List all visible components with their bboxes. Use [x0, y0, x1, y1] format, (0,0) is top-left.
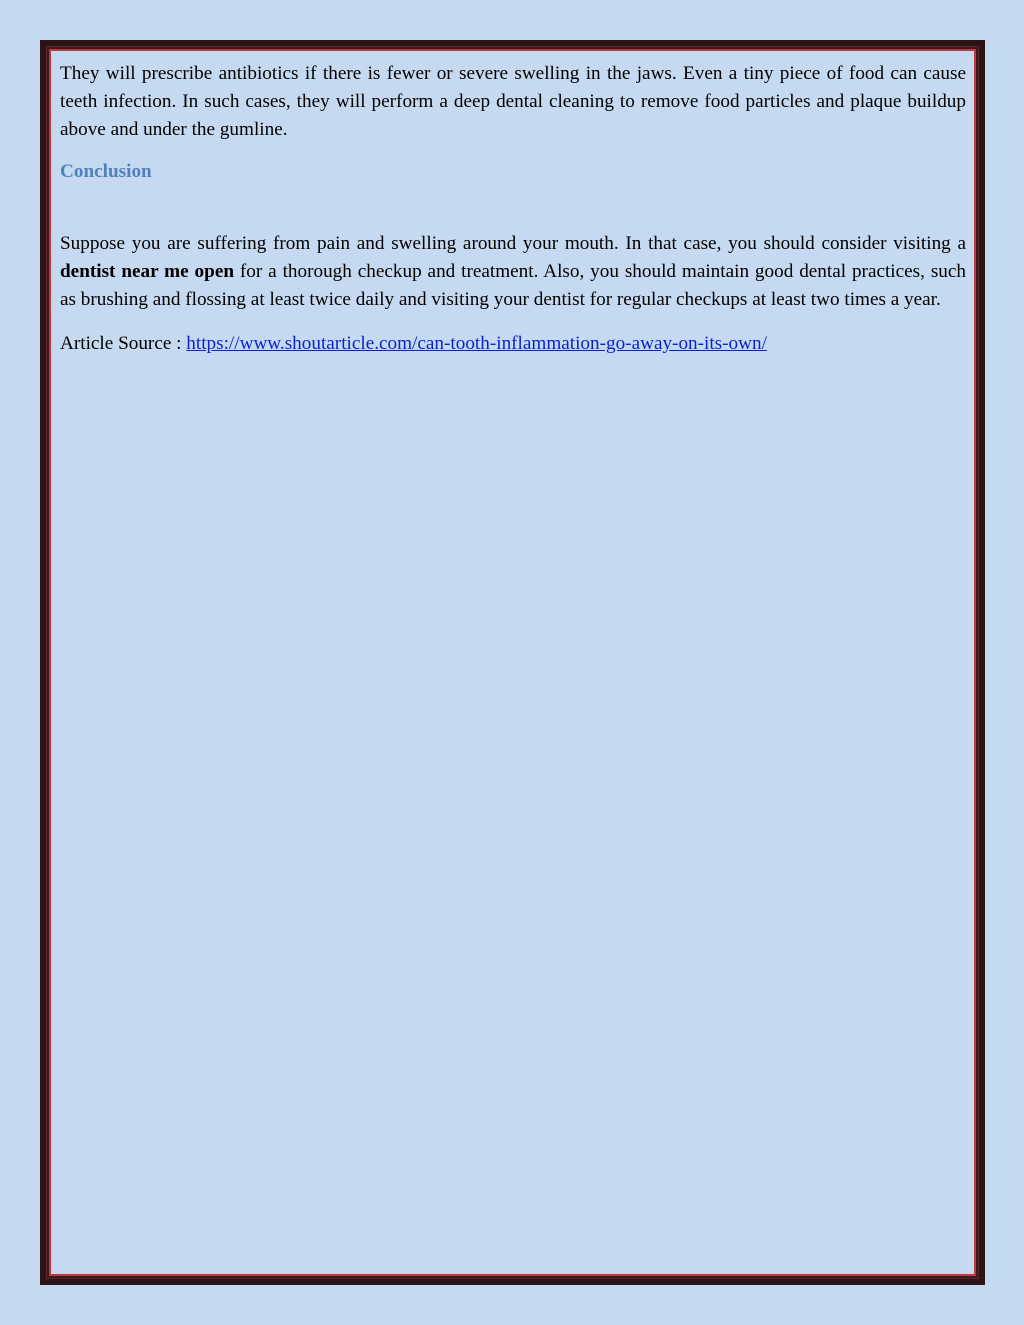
paragraph-antibiotics: They will prescribe antibiotics if there is fewer or severe swelling in the jaws. Even a tiny piece of food can cause teeth infection. In such cases, they will perform a deep dental cleaning to remove food particles and plaque buildup above and under the gumline.	[60, 63, 966, 140]
conclusion-text-end: for a thorough checkup and treatment. Also, you should maintain good dental practices, such as brushing and flossing at least twice daily and visiting your dentist for regular checkups at least two times a year.	[60, 261, 966, 310]
page-content-area	[49, 49, 976, 1276]
section-heading-conclusion: Conclusion	[60, 161, 152, 182]
conclusion-text-start: Suppose you are suffering from pain and swelling around your mouth. In that case, you should consider visiting a	[60, 233, 966, 254]
paragraph-conclusion	[60, 230, 966, 314]
article-source-label: Article Source :	[60, 333, 187, 354]
page-border-middle	[46, 46, 979, 1279]
article-source-link[interactable]: https://www.shoutarticle.com/can-tooth-inflammation-go-away-on-its-own/	[186, 333, 767, 354]
article-source-line	[60, 330, 966, 358]
keyword-dentist-near-me-open: dentist near me open	[60, 261, 235, 282]
page-border-frame	[40, 40, 985, 1285]
